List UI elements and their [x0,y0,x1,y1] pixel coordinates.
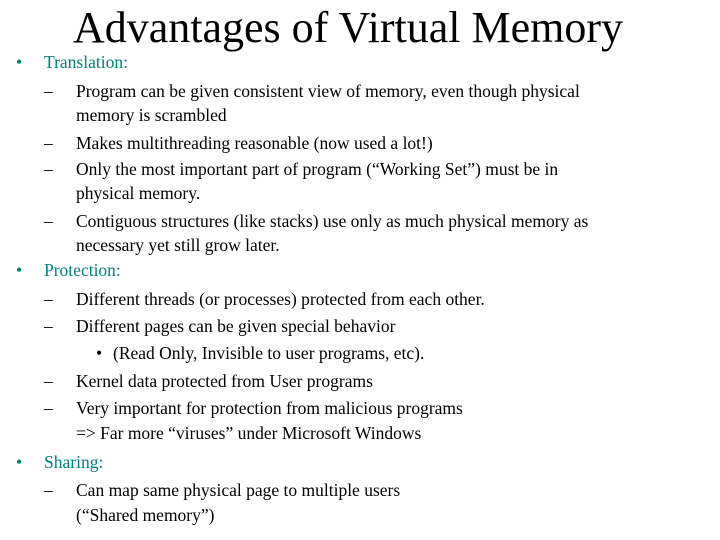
list-item: Different pages can be given special behavior [76,316,396,336]
list-item-continuation: necessary yet still grow later. [76,235,280,255]
bullet-icon: • [16,452,23,472]
list-item: Program can be given consistent view of memory, even though physical [76,81,580,101]
dash-icon: – [44,316,53,336]
dash-icon: – [44,398,53,418]
list-item-continuation: memory is scrambled [76,105,227,125]
list-item: Can map same physical page to multiple users [76,480,401,500]
dash-icon: – [44,159,53,179]
list-item: Very important for protection from malicious programs [76,398,463,418]
slide-title: Advantages of Virtual Memory [72,3,624,52]
dash-icon: – [44,211,53,231]
list-item: Contiguous structures (like stacks) use only as much physical memory as [76,211,589,231]
sub-bullet-icon: • [96,343,103,363]
list-item: Kernel data protected from User programs [76,371,373,391]
list-item-continuation: physical memory. [76,183,201,203]
list-item: Different threads (or processes) protected from each other. [76,289,485,309]
dash-icon: – [44,480,53,500]
list-item: Only the most important part of program (“Working Set”) must be in [76,159,559,179]
section-heading-sharing: Sharing: [44,452,104,472]
sub-list-item: (Read Only, Invisible to user programs, etc). [113,343,425,363]
list-item-continuation: => Far more “viruses” under Microsoft Windows [76,423,422,443]
section-heading-translation: Translation: [44,52,128,72]
list-item: Makes multithreading reasonable (now used a lot!) [76,133,433,153]
dash-icon: – [44,81,53,101]
dash-icon: – [44,133,53,153]
section-heading-protection: Protection: [44,260,121,280]
dash-icon: – [44,289,53,309]
bullet-icon: • [16,260,23,280]
dash-icon: – [44,371,53,391]
list-item-continuation: (“Shared memory”) [76,505,215,525]
bullet-icon: • [16,52,23,72]
